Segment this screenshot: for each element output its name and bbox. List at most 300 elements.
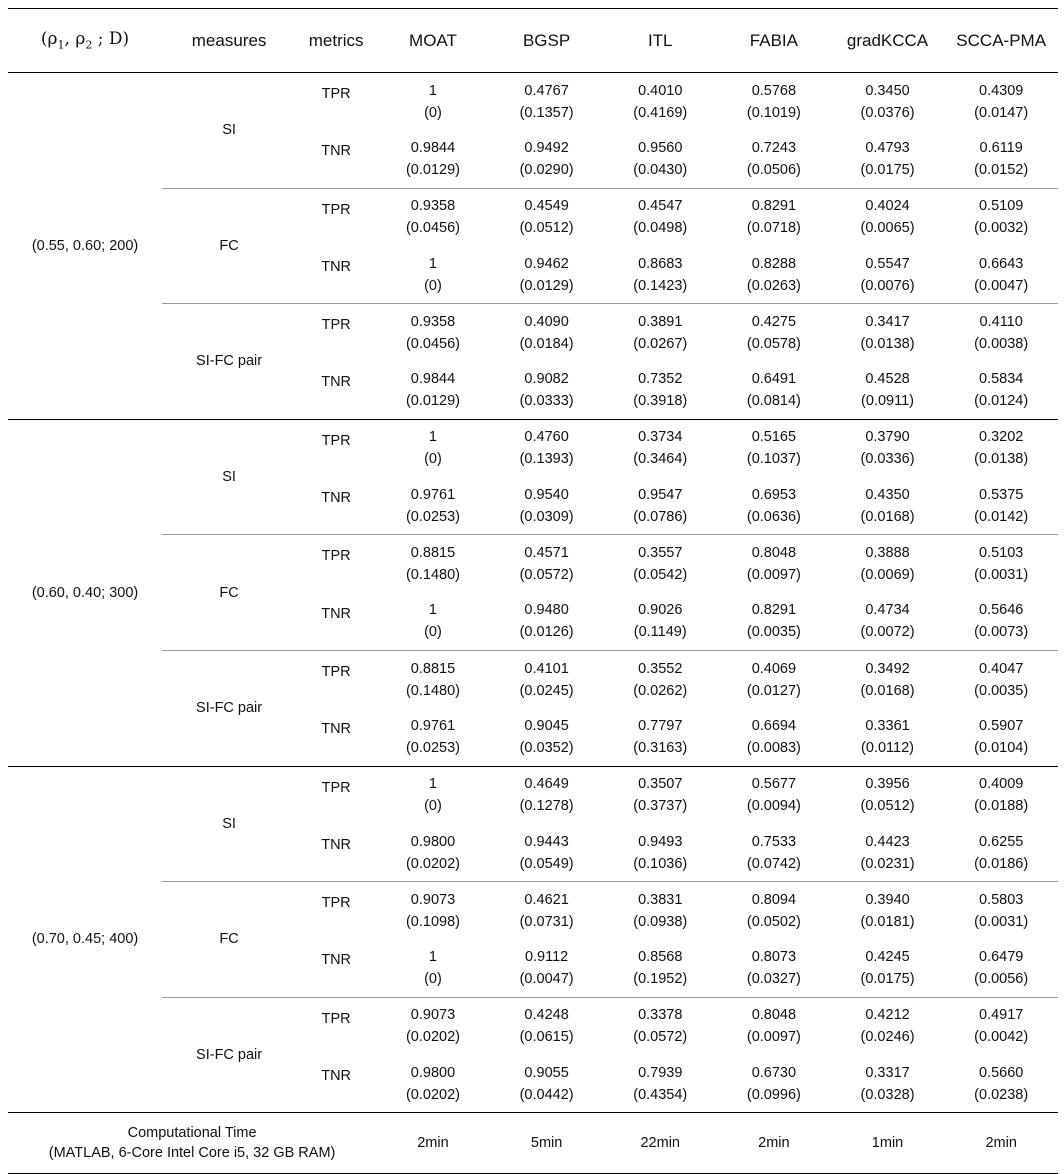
sd-value: (0) (424, 451, 442, 468)
value-cell (603, 535, 717, 593)
mean-value: 0.9800 (410, 833, 456, 850)
sd-value: (0.0097) (746, 567, 801, 584)
table-row (8, 882, 1058, 940)
mean-value: 0.5109 (978, 198, 1024, 215)
value-cell (717, 766, 831, 824)
sd-value: (0.0572) (633, 1029, 688, 1046)
mean-value: 0.3507 (638, 776, 683, 793)
value-cell (831, 882, 945, 940)
sd-value: (0.0202) (405, 1029, 460, 1046)
mean-value: 0.4350 (865, 486, 910, 503)
sd-value: (0.0065) (860, 220, 915, 237)
mean-value: 0.5375 (978, 486, 1024, 503)
value-cell (944, 477, 1058, 535)
mean-value: 0.4423 (865, 833, 910, 850)
mean-value: 0.9492 (524, 139, 569, 156)
mean-value: 0.9112 (524, 949, 569, 966)
value-cell (944, 304, 1058, 362)
param-cell: (0.55, 0.60; 200) (31, 237, 139, 254)
header-method-gradkcca: gradKCCA (831, 9, 945, 73)
header-method-moat: MOAT (376, 9, 490, 73)
sd-value: (0.3918) (633, 393, 688, 410)
sd-value: (0.0147) (974, 104, 1029, 121)
value-cell (944, 361, 1058, 419)
sd-value: (0.0456) (405, 335, 460, 352)
value-cell (944, 650, 1058, 708)
metric-cell: TNR (321, 952, 352, 969)
value-cell (490, 766, 604, 824)
metric-cell: TPR (296, 188, 376, 246)
value-cell (717, 419, 831, 477)
mean-value: 0.8048 (751, 1007, 797, 1024)
measure-cell: SI (162, 419, 296, 535)
sd-value: (0.0262) (633, 682, 688, 699)
value-cell (376, 593, 490, 651)
sd-value: (0.0996) (746, 1086, 801, 1103)
value-cell (831, 535, 945, 593)
value-cell (603, 188, 717, 246)
sd-value: (0.0072) (860, 624, 915, 641)
table-row (8, 650, 1058, 708)
value-cell (603, 419, 717, 477)
sd-value: (0.0911) (861, 393, 914, 410)
metric-cell: TNR (321, 1068, 352, 1085)
param-cell: (0.60, 0.40; 300) (8, 419, 162, 766)
computational-time-title: Computational Time (127, 1125, 257, 1142)
mean-value: 0.3417 (865, 313, 910, 330)
sd-value: (0.0718) (746, 220, 801, 237)
value-cell (831, 188, 945, 246)
metric-cell: TPR (296, 419, 376, 477)
metric-cell: TPR (296, 766, 376, 824)
metric-cell: TPR (321, 86, 351, 102)
table-row (8, 997, 1058, 1055)
sd-value: (0.0152) (974, 161, 1029, 178)
sd-value: (0.0814) (746, 393, 801, 410)
header-row (8, 9, 1058, 73)
measure-cell: SI-FC pair (162, 304, 296, 420)
param-cell: (0.70, 0.45; 400) (8, 766, 162, 1113)
value-cell (376, 535, 490, 593)
mean-value: 0.4009 (978, 776, 1024, 793)
header-method-scca-pma: SCCA-PMA (944, 9, 1058, 73)
value-cell (944, 766, 1058, 824)
sd-value: (0.0126) (519, 624, 574, 641)
sd-value: (0.0636) (746, 508, 801, 525)
value-cell (944, 882, 1058, 940)
mean-value: 0.3888 (865, 545, 910, 562)
value-cell (603, 882, 717, 940)
sd-value: (0.0112) (861, 739, 914, 756)
sd-value: (0.0127) (746, 682, 801, 699)
table-row (8, 535, 1058, 593)
sd-value: (0.0202) (405, 855, 460, 872)
sd-value: (0.1952) (633, 971, 688, 988)
mean-value: 0.9045 (524, 717, 569, 734)
value-cell (717, 130, 831, 188)
value-cell (490, 188, 604, 246)
measure-cell: FC (162, 535, 296, 651)
mean-value: 0.9560 (638, 139, 683, 156)
value-cell (944, 535, 1058, 593)
value-cell (831, 246, 945, 304)
mean-value: 0.6694 (751, 717, 797, 734)
sd-value: (0.0742) (746, 855, 801, 872)
value-cell (603, 824, 717, 882)
mean-value: 0.9844 (410, 139, 456, 156)
mean-value: 0.4110 (979, 313, 1023, 330)
mean-value: 0.4024 (865, 198, 910, 215)
mean-value: 0.3831 (638, 891, 683, 908)
value-cell (603, 650, 717, 708)
sd-value: (0.0038) (974, 335, 1029, 352)
mean-value: 0.9800 (410, 1064, 456, 1081)
mean-value: 0.9493 (638, 833, 683, 850)
value-cell (717, 246, 831, 304)
value-cell (376, 882, 490, 940)
mean-value: 1 (428, 949, 437, 966)
metric-cell: TNR (321, 605, 352, 622)
sd-value: (0.0253) (405, 739, 460, 756)
value-cell (490, 939, 604, 997)
mean-value: 0.5677 (751, 776, 797, 793)
mean-value: 0.3940 (865, 891, 910, 908)
metric-cell: TPR (296, 535, 376, 593)
mean-value: 0.9761 (410, 486, 456, 503)
mean-value: 0.9082 (524, 371, 569, 388)
sd-value: (0.1037) (746, 451, 801, 468)
value-cell (376, 650, 490, 708)
sd-value: (0.1278) (519, 798, 574, 815)
value-cell (603, 304, 717, 362)
value-cell (376, 477, 490, 535)
mean-value: 0.9443 (524, 833, 569, 850)
value-cell (831, 1055, 945, 1113)
mean-value: 0.9026 (638, 602, 683, 619)
sd-value: (0.0572) (519, 567, 574, 584)
sd-value: (0.0328) (860, 1086, 915, 1103)
value-cell (490, 130, 604, 188)
mean-value: 0.5803 (978, 891, 1024, 908)
sd-value: (0.1357) (519, 104, 574, 121)
sd-value: (0.1393) (519, 451, 574, 468)
measure-cell: SI-FC pair (162, 997, 296, 1113)
computational-time-label (8, 1113, 376, 1174)
mean-value: 0.3956 (865, 776, 910, 793)
table-row (8, 419, 1058, 477)
value-cell (376, 708, 490, 766)
sd-value: (0.1423) (633, 277, 688, 294)
sd-value: (0.0188) (974, 798, 1029, 815)
mean-value: 0.3317 (865, 1064, 910, 1081)
computational-time-value: 2min (944, 1113, 1058, 1174)
mean-value: 1 (428, 602, 437, 619)
mean-value: 0.4793 (865, 139, 910, 156)
sd-value: (0.0069) (860, 567, 915, 584)
sd-value: (0.0104) (974, 739, 1029, 756)
value-cell (944, 73, 1058, 131)
sd-value: (0.0786) (633, 508, 688, 525)
sd-value: (0.3163) (633, 739, 688, 756)
metric-cell: TNR (321, 143, 352, 160)
mean-value: 0.8073 (751, 949, 797, 966)
value-cell (831, 361, 945, 419)
mean-value: 0.5165 (751, 429, 797, 446)
sd-value: (0.0253) (405, 508, 460, 525)
value-cell (376, 939, 490, 997)
mean-value: 0.8291 (751, 602, 797, 619)
mean-value: 0.4047 (978, 660, 1024, 677)
sd-value: (0.0333) (519, 393, 574, 410)
value-cell (944, 824, 1058, 882)
results-table-container (8, 8, 1058, 1174)
computational-time-value: 1min (831, 1113, 945, 1174)
sd-value: (0.1019) (746, 104, 801, 121)
value-cell (490, 650, 604, 708)
mean-value: 0.4917 (978, 1007, 1024, 1024)
sd-value: (0.0083) (746, 739, 801, 756)
metric-cell: TNR (321, 836, 352, 853)
sd-value: (0.0938) (633, 913, 688, 930)
value-cell (603, 130, 717, 188)
value-cell (603, 73, 717, 131)
mean-value: 0.4734 (865, 602, 910, 619)
value-cell (490, 361, 604, 419)
value-cell (717, 535, 831, 593)
sd-value: (0.0309) (519, 508, 574, 525)
mean-value: 0.3790 (865, 429, 910, 446)
mean-value: 0.4010 (638, 82, 683, 99)
computational-time-value: 2min (376, 1113, 490, 1174)
mean-value: 0.3492 (865, 660, 910, 677)
mean-value: 0.3734 (638, 429, 683, 446)
sd-value: (0.0731) (519, 913, 574, 930)
sd-value: (0.0430) (633, 161, 688, 178)
value-cell (490, 304, 604, 362)
mean-value: 0.6119 (979, 139, 1023, 156)
mean-value: 0.4767 (524, 82, 569, 99)
value-cell (717, 361, 831, 419)
computational-time-value: 22min (603, 1113, 717, 1174)
value-cell (717, 824, 831, 882)
value-cell (376, 1055, 490, 1113)
header-param: ($\rho_1$, $\rho_2$ ; D) (8, 9, 162, 73)
sd-value: (0.0267) (633, 335, 688, 352)
value-cell (831, 593, 945, 651)
metric-cell: TPR (296, 882, 376, 940)
metric-cell: TNR (321, 490, 352, 507)
mean-value: 0.4528 (865, 371, 910, 388)
value-cell (944, 1055, 1058, 1113)
value-cell (490, 73, 604, 131)
sd-value: (0.0097) (746, 1029, 801, 1046)
value-cell (944, 997, 1058, 1055)
sd-value: (0.0352) (519, 739, 574, 756)
sd-value: (0.0506) (746, 161, 801, 178)
mean-value: 0.7797 (638, 717, 683, 734)
sd-value: (0.1098) (405, 913, 460, 930)
value-cell (603, 997, 717, 1055)
sd-value: (0.0056) (974, 971, 1029, 988)
value-cell (490, 708, 604, 766)
sd-value: (0.0542) (633, 567, 688, 584)
value-cell (603, 708, 717, 766)
mean-value: 0.4649 (524, 776, 569, 793)
sd-value: (0.0129) (519, 277, 574, 294)
value-cell (490, 882, 604, 940)
mean-value: 0.9073 (410, 891, 456, 908)
mean-value: 0.5768 (751, 82, 797, 99)
mean-value: 0.5547 (865, 255, 910, 272)
sd-value: (0) (424, 277, 442, 294)
sd-value: (0) (424, 104, 442, 121)
value-cell (490, 997, 604, 1055)
table-row (8, 73, 1058, 131)
value-cell (717, 939, 831, 997)
mean-value: 0.6953 (751, 486, 797, 503)
measure-cell: FC (162, 882, 296, 998)
measure-cell: FC (162, 188, 296, 304)
value-cell (490, 477, 604, 535)
value-cell (944, 939, 1058, 997)
sd-value: (0.0175) (860, 971, 915, 988)
sd-value: (0.4354) (633, 1086, 688, 1103)
value-cell (376, 361, 490, 419)
metric-cell: TPR (296, 304, 376, 362)
sd-value: (0.0138) (860, 335, 915, 352)
sd-value: (0.0168) (860, 508, 915, 525)
value-cell (603, 246, 717, 304)
mean-value: 0.4245 (865, 949, 910, 966)
sd-value: (0) (424, 971, 442, 988)
sd-value: (0.0035) (746, 624, 801, 641)
header-measures: measures (162, 9, 296, 73)
value-cell (717, 304, 831, 362)
mean-value: 0.8815 (410, 545, 456, 562)
sd-value: (0.0336) (860, 451, 915, 468)
metric-cell: TPR (296, 997, 376, 1055)
value-cell (376, 246, 490, 304)
mean-value: 0.9480 (524, 602, 569, 619)
value-cell (717, 650, 831, 708)
value-cell (717, 997, 831, 1055)
value-cell (376, 997, 490, 1055)
value-cell (831, 766, 945, 824)
sd-value: (0.4169) (633, 104, 688, 121)
sd-value: (0.0263) (746, 277, 801, 294)
measure-cell: SI (222, 122, 236, 139)
value-cell (490, 1055, 604, 1113)
sd-value: (0.0290) (519, 161, 574, 178)
metric-cell: TNR (321, 258, 352, 275)
value-cell (603, 361, 717, 419)
measure-cell: SI (162, 766, 296, 882)
mean-value: 0.8683 (638, 255, 683, 272)
sd-value: (0.0615) (519, 1029, 574, 1046)
value-cell (603, 939, 717, 997)
sd-value: (0.0456) (405, 220, 460, 237)
mean-value: 0.3450 (865, 82, 910, 99)
sd-value: (0.0129) (405, 161, 460, 178)
value-cell (603, 477, 717, 535)
mean-value: 0.5834 (978, 371, 1024, 388)
value-cell (831, 304, 945, 362)
sd-value: (0) (424, 624, 442, 641)
mean-value: 0.9358 (410, 198, 456, 215)
mean-value: 0.9844 (410, 371, 456, 388)
value-cell (831, 708, 945, 766)
mean-value: 0.4547 (638, 198, 683, 215)
header-method-bgsp: BGSP (490, 9, 604, 73)
sd-value: (0.3737) (633, 798, 688, 815)
value-cell (376, 824, 490, 882)
mean-value: 0.7243 (751, 139, 797, 156)
mean-value: 0.4101 (524, 660, 569, 677)
mean-value: 0.4309 (978, 82, 1024, 99)
computational-time-value: 5min (490, 1113, 604, 1174)
sd-value: (0.0202) (405, 1086, 460, 1103)
computational-time-row (8, 1113, 1058, 1174)
computational-time-env: (MATLAB, 6-Core Intel Core i5, 32 GB RAM) (48, 1145, 336, 1162)
mean-value: 0.4069 (751, 660, 797, 677)
mean-value: 0.8815 (410, 660, 456, 677)
value-cell (831, 130, 945, 188)
sd-value: (0.0512) (860, 798, 915, 815)
value-cell (376, 188, 490, 246)
sd-value: (0.0175) (860, 161, 915, 178)
mean-value: 0.4212 (865, 1007, 910, 1024)
sd-value: (0.0238) (974, 1086, 1029, 1103)
sd-value: (0.0142) (974, 508, 1029, 525)
value-cell (944, 246, 1058, 304)
mean-value: 0.9761 (410, 717, 456, 734)
mean-value: 0.9073 (410, 1007, 456, 1024)
sd-value: (0.0138) (974, 451, 1029, 468)
value-cell (717, 708, 831, 766)
mean-value: 0.7352 (638, 371, 683, 388)
metric-cell: TNR (321, 721, 352, 738)
table-row (8, 304, 1058, 362)
value-cell (717, 1055, 831, 1113)
mean-value: 0.4248 (524, 1007, 569, 1024)
value-cell (717, 477, 831, 535)
value-cell (717, 73, 831, 131)
mean-value: 1 (428, 429, 437, 446)
table-body (8, 73, 1058, 1174)
value-cell (490, 246, 604, 304)
mean-value: 0.9462 (524, 255, 569, 272)
mean-value: 0.4621 (524, 891, 569, 908)
sd-value: (0.0186) (974, 855, 1029, 872)
value-cell (603, 1055, 717, 1113)
mean-value: 0.3378 (638, 1007, 683, 1024)
mean-value: 0.4760 (524, 429, 569, 446)
value-cell (376, 130, 490, 188)
sd-value: (0.0031) (974, 913, 1029, 930)
mean-value: 0.6479 (978, 949, 1024, 966)
sd-value: (0.1480) (405, 567, 460, 584)
sd-value: (0.0502) (746, 913, 801, 930)
mean-value: 0.4571 (524, 545, 569, 562)
value-cell (831, 419, 945, 477)
mean-value: 0.7939 (638, 1064, 683, 1081)
sd-value: (0.0042) (974, 1029, 1029, 1046)
value-cell (376, 419, 490, 477)
sd-value: (0.0032) (974, 220, 1029, 237)
value-cell (376, 766, 490, 824)
sd-value: (0.0129) (405, 393, 460, 410)
sd-value: (0.1036) (633, 855, 688, 872)
